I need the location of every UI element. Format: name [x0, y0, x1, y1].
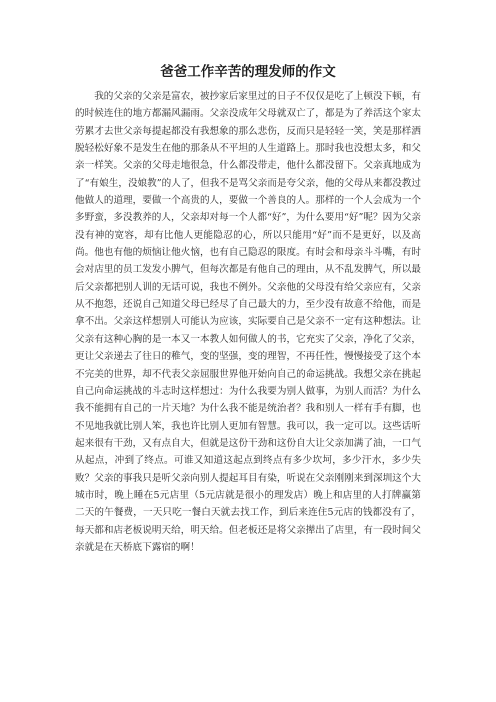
- body-paragraph: 我的父亲的父亲是富农，被抄家后家里过的日子不仅仅是吃了上顿没下顿，有的时候连住的地方都漏风漏雨。父亲没成年父母就双亡了，都是为了养活这个家太劳累才去世父亲每提起都没有我想象的那么悲伤，反而只是轻轻一笑，笑是那样洒脱轻松好象不是发生在他的那条从不平坦的人生道路上。那时我也没想太多，和父亲一样笑。父亲的父母走地很急，什么都没带走，他什么都没留下。父亲真地成为了“有娘生，没娘教”的人了，但我不是骂父亲而是夸父亲，他的父母从来都没教过他做人的道理，要做一个高贵的人，要做一个善良的人。那样的一个人会成为一个多野蛮，多没教养的人，父亲却对每一个人都“好”，为什么要用“好”呢？因为父亲没有神的宽容，却有比他人更能隐忍的心，所以只能用“好”而不是更好，以及高尚。他也有他的烦恼让他火恼，也有自己隐忍的限度。有时会和母亲斗斗嘴，有时会对店里的员工发发小脾气，但每次都是有他自己的理由，从不乱发脾气，所以最后父亲都把别人训的无话可说，我也不例外。父亲他的父母没有给父亲应有，父亲从不抱怨，还说自己知道父母已经尽了自己最大的力，至少没有故意不给他，而是拿不出。父亲这样想别人可能认为应该，实际要自己是父亲不一定有这种想法。让父亲有这种心胸的是一本又一本教人如何做人的书，它充实了父亲，净化了父亲，更让父亲递去了往日的稚气，变的坚强，变的理智，不再任性，慢慢接受了这个本不完美的世界，却不代表父亲屈服世界他开始向自己的命运挑战。我想父亲在挑起自己向命运挑战的斗志时这样想过：为什么我要为别人做事，为别人而活？为什么我不能拥有自己的一片天地？为什么我不能是统治者？我和别人一样有手有脚，也不见地我就比别人笨，我也许比别人更加有智慧。我可以，我一定可以。这些话听起来很有干劲，又有点自大，但就是这份干劲和这份自大让父亲加满了油，一口气从起点，冲到了终点。可谁又知道这起点到终点有多少坎坷，多少汗水，多少失败？父亲的事我只是听父亲向别人提起耳目有染，听说在父亲刚刚来到深圳这个大城市时，晚上睡在5元店里（5元店就是很小的理发店）晚上和店里的人打牌赢第二天的午餐费，一天只吃一餐白天就去找工作，到后来连住5元店的钱都没有了，每天都和店老板说明天给，明天给。但老板还是将父亲撵出了店里，有一段时间父亲就是在天桥底下露宿的啊！: [75, 91, 421, 553]
- document-title: 爸爸工作辛苦的理发师的作文: [160, 64, 336, 80]
